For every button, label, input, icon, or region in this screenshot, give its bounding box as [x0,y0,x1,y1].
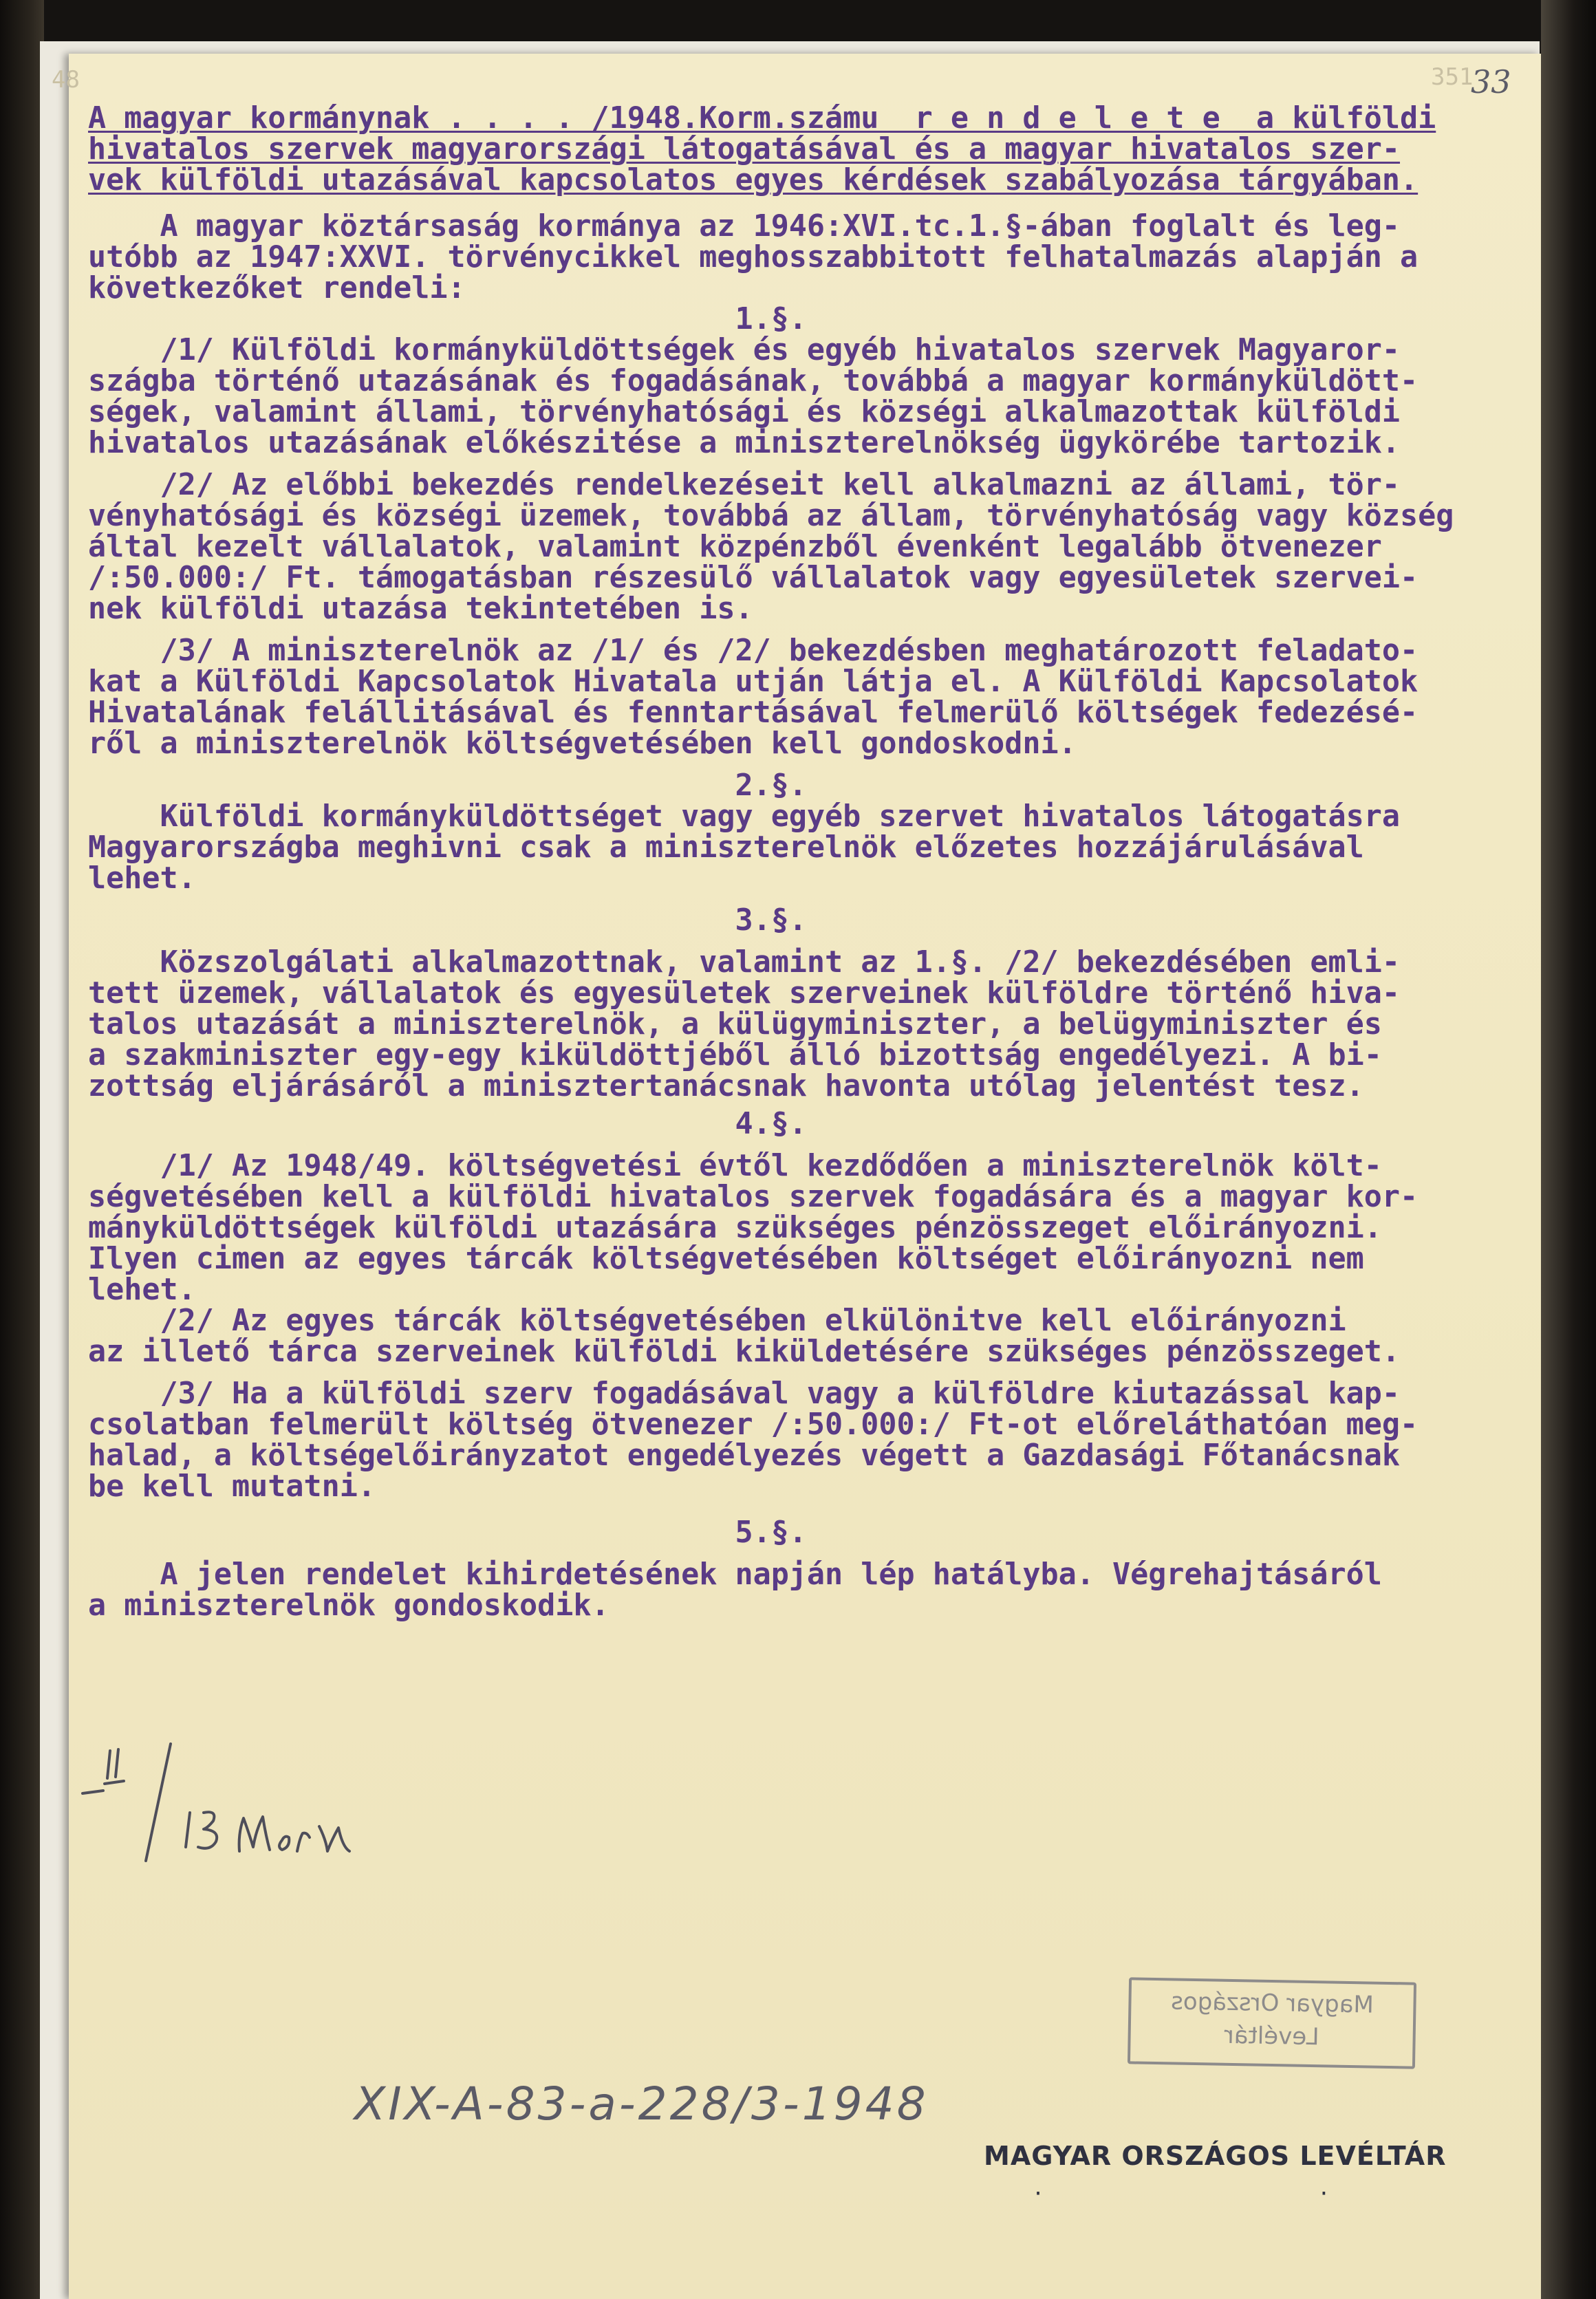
typed-line: a miniszterelnök gondoskodik. [88,1588,610,1623]
typed-line: A jelen rendelet kihirdetésének napján lép hatályba. Végrehajtásáról [88,1557,1382,1592]
typed-line: mányküldöttségek külföldi utazására szükséges pénzösszeget előirányozni. [88,1211,1382,1245]
typed-line: 1.§. [88,302,807,336]
typed-line: 5.§. [88,1515,807,1550]
typed-line: zottság eljárásáról a minisztertanácsnak havonta utólag jelentést tesz. [88,1069,1364,1103]
handwritten-page-number: 33 [1471,63,1511,100]
handwritten-date-signature [76,1730,365,1868]
scan-left-binding [0,0,44,2299]
typed-line: utóbb az 1947:XXVI. törvénycikkel meghosszabbitott felhatalmazás alapján a [88,240,1419,274]
stamp-line-2: Levéltár [1224,2021,1319,2051]
scan-top-edge [0,0,1596,41]
typed-line: Ilyen cimen az egyes tárcák költségvetésében költséget előirányozni nem [88,1242,1364,1276]
typed-line: ségvetésében kell a külföldi hivatalos szervek fogadására és a magyar kor- [88,1180,1419,1214]
typed-line: az illető tárca szerveinek külföldi kiküldetésére szükséges pénzösszeget. [88,1335,1401,1369]
typed-line: hivatalos utazásának előkészitése a miniszterelnökség ügykörébe tartozik. [88,426,1401,460]
archive-name-stamp: MAGYAR ORSZÁGOS LEVÉLTÁR [984,2141,1447,2171]
typed-line: be kell mutatni. [88,1469,376,1504]
typed-line: kat a Külföldi Kapcsolatok Hivatala utján látja el. A Külföldi Kapcsolatok [88,665,1419,699]
typed-line: /:50.000:/ Ft. támogatásban részesülő vállalatok vagy egyesületek szervei- [88,561,1419,595]
typed-line: /1/ Az 1948/49. költségvetési évtől kezdődően a miniszterelnök költ- [88,1149,1382,1183]
typed-line: talos utazását a miniszterelnök, a külügyminiszter, a belügyminiszter és [88,1007,1382,1041]
typed-line: A magyar kormánynak . . . . /1948.Korm.számu r e n d e l e t e a külföldi [88,101,1436,136]
typed-line: /2/ Az egyes tárcák költségvetésében elkülönitve kell előirányozni [88,1304,1346,1338]
scan-right-edge [1541,0,1596,2299]
typed-line: hivatalos szervek magyarországi látogatásával és a magyar hivatalos szer- [88,132,1401,166]
typed-line: Hivatalának felállitásával és fenntartásával felmerülő költségek fedezésé- [88,695,1419,730]
typed-line: ről a miniszterelnök költségvetésében kell gondoskodni. [88,726,1077,761]
handwritten-archive-reference: XIX-A-83-a-228/3-1948 [354,2077,929,2130]
typed-line: Közszolgálati alkalmazottnak, valamint az 1.§. /2/ bekezdésében emli- [88,945,1401,980]
mirrored-archive-stamp [1128,1977,1416,2069]
typed-line: Magyarországba meghivni csak a miniszterelnök előzetes hozzájárulásával [88,830,1364,865]
typed-line: csolatban felmerült költség ötvenezer /:50.000:/ Ft-ot előreláthatóan meg- [88,1407,1419,1442]
stamp-line-1: Magyar Országos [1170,1987,1374,2019]
stamp-dots: · · [1032,2182,1330,2206]
typed-line: 2.§. [88,768,807,803]
typed-line: ségek, valamint állami, törvényhatósági és községi alkalmazottak külföldi [88,395,1401,429]
bleed-through-mark-left: 48 [52,66,80,94]
handwritten-date-note [76,1730,365,1870]
typed-line: /2/ Az előbbi bekezdés rendelkezéseit kell alkalmazni az állami, tör- [88,468,1401,502]
typed-line: vek külföldi utazásával kapcsolatos egyes kérdések szabályozása tárgyában. [88,163,1419,197]
typed-line: tett üzemek, vállalatok és egyesületek szerveinek külföldre történő hiva- [88,976,1401,1011]
typed-line: lehet. [88,861,196,896]
typed-line: halad, a költségelőirányzatot engedélyezés végett a Gazdasági Főtanácsnak [88,1438,1401,1473]
typed-line: vényhatósági és községi üzemek, továbbá az állam, törvényhatóság vagy község [88,499,1454,533]
typed-line: /3/ A miniszterelnök az /1/ és /2/ bekezdésben meghatározott feladato- [88,634,1419,668]
typed-line: lehet. [88,1273,196,1307]
typed-line: szágba történő utazásának és fogadásának, továbbá a magyar kormányküldött- [88,364,1419,398]
typed-line: 3.§. [88,903,807,938]
typed-line: következőket rendeli: [88,271,466,305]
typed-line: a szakminiszter egy-egy kiküldöttjéből álló bizottság engedélyezi. A bi- [88,1038,1382,1072]
typed-line: Külföldi kormányküldöttséget vagy egyéb szervet hivatalos látogatásra [88,799,1401,834]
typed-line: által kezelt vállalatok, valamint közpénzből évenként legalább ötvenezer [88,530,1382,564]
typed-line: /3/ Ha a külföldi szerv fogadásával vagy a külföldre kiutazással kap- [88,1377,1401,1411]
bleed-through-mark-right: 351 [1431,63,1474,91]
typed-line: A magyar köztársaság kormánya az 1946:XVI.tc.1.§-ában foglalt és leg- [88,209,1401,244]
typed-line: 4.§. [88,1107,807,1141]
decree-typed-text [88,103,1540,1621]
typed-line: /1/ Külföldi kormányküldöttségek és egyéb hivatalos szervek Magyaror- [88,333,1401,367]
typed-line: nek külföldi utazása tekintetében is. [88,592,753,626]
